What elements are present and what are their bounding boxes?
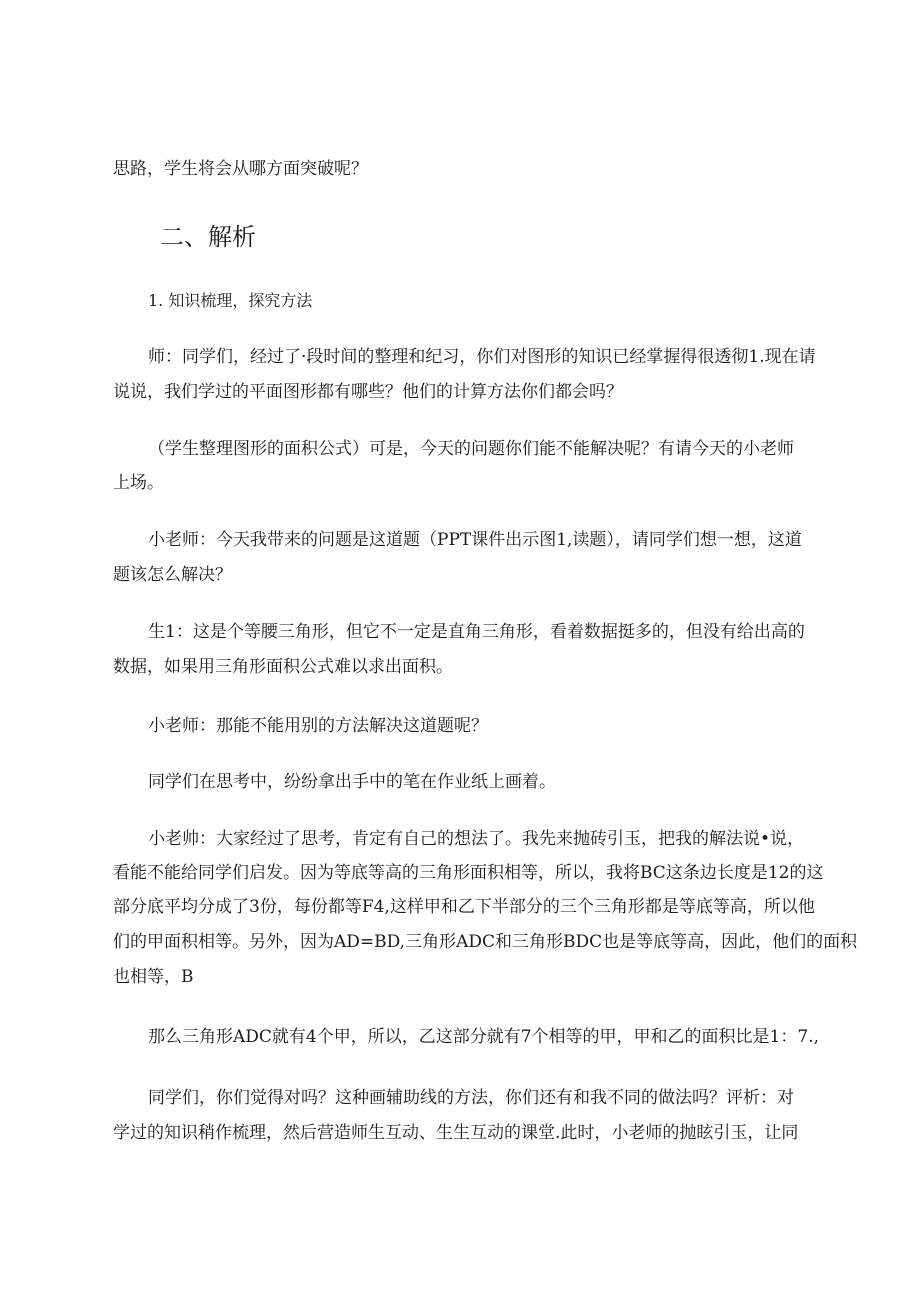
paragraph-line: 小老师：那能不能用别的方法解决这道题呢？ <box>148 716 488 736</box>
paragraph-line: 小老帅：大家经过了思考，肯定有自己的想法了。我先来抛砖引玉，把我的解法说•说， <box>148 829 805 849</box>
section-heading: 二、解析 <box>160 223 256 251</box>
paragraph-line: 同学们在思考中，纷纷拿出手中的笔在作业纸上画着。 <box>148 772 556 792</box>
subsection-heading: 1. 知识梳理，探究方法 <box>148 291 313 310</box>
paragraph-line: 生1：这是个等腰三角形，但它不一定是直角三角形，看着数据挺多的，但没有给出高的 <box>148 622 805 642</box>
paragraph-line: 说说，我们学过的平面图形都有哪些？他们的计算方法你们都会吗？ <box>113 382 623 402</box>
paragraph-line: 们的甲面积相等。另外，因为AD=BD,三角形ADC和三角形BDC也是等底等高，因此，他们的面积 <box>113 932 858 952</box>
paragraph-line: 看能不能给同学们启发。因为等底等高的三角形面积相等，所以，我将BC这条边长度是12的这 <box>113 863 824 883</box>
paragraph-line: 部分底平均分成了3份，每份都等F4,这样甲和乙下半部分的三个三角形都是等底等高，所以他 <box>113 897 815 917</box>
paragraph-line: 师：同学们，经过了·段时间的整理和纪习，你们对图形的知识已经掌握得很透彻1.现在请 <box>148 347 816 367</box>
paragraph-line: 小老师：今天我带来的问题是这道题（PPT课件出示图1,读题），请同学们想一想，这道 <box>148 530 802 550</box>
paragraph-line: 学过的知识稍作梳理，然后营造师生互动、生生互动的课堂.此时，小老师的抛眩引玉，让同 <box>113 1123 799 1143</box>
intro-tail-text: 思路，学生将会从哪方面突破呢？ <box>113 159 368 179</box>
paragraph-line: 同学们，你们觉得对吗？这种画辅助线的方法，你们还有和我不同的做法吗？评析：对 <box>148 1088 794 1108</box>
paragraph-line: 题该怎么解决？ <box>113 565 232 585</box>
paragraph-line: 也相等，B <box>113 967 194 987</box>
paragraph-line: 上场。 <box>113 473 164 493</box>
paragraph-line: 那么三角形ADC就有4个甲，所以，乙这部分就有7个相等的甲，甲和乙的面积比是1：7., <box>148 1027 819 1047</box>
paragraph-line: （学生整理图形的面积公式）可是，今天的问题你们能不能解决呢？有请今天的小老师 <box>148 439 794 459</box>
paragraph-line: 数据，如果用三角形面积公式难以求出面积。 <box>113 657 453 677</box>
